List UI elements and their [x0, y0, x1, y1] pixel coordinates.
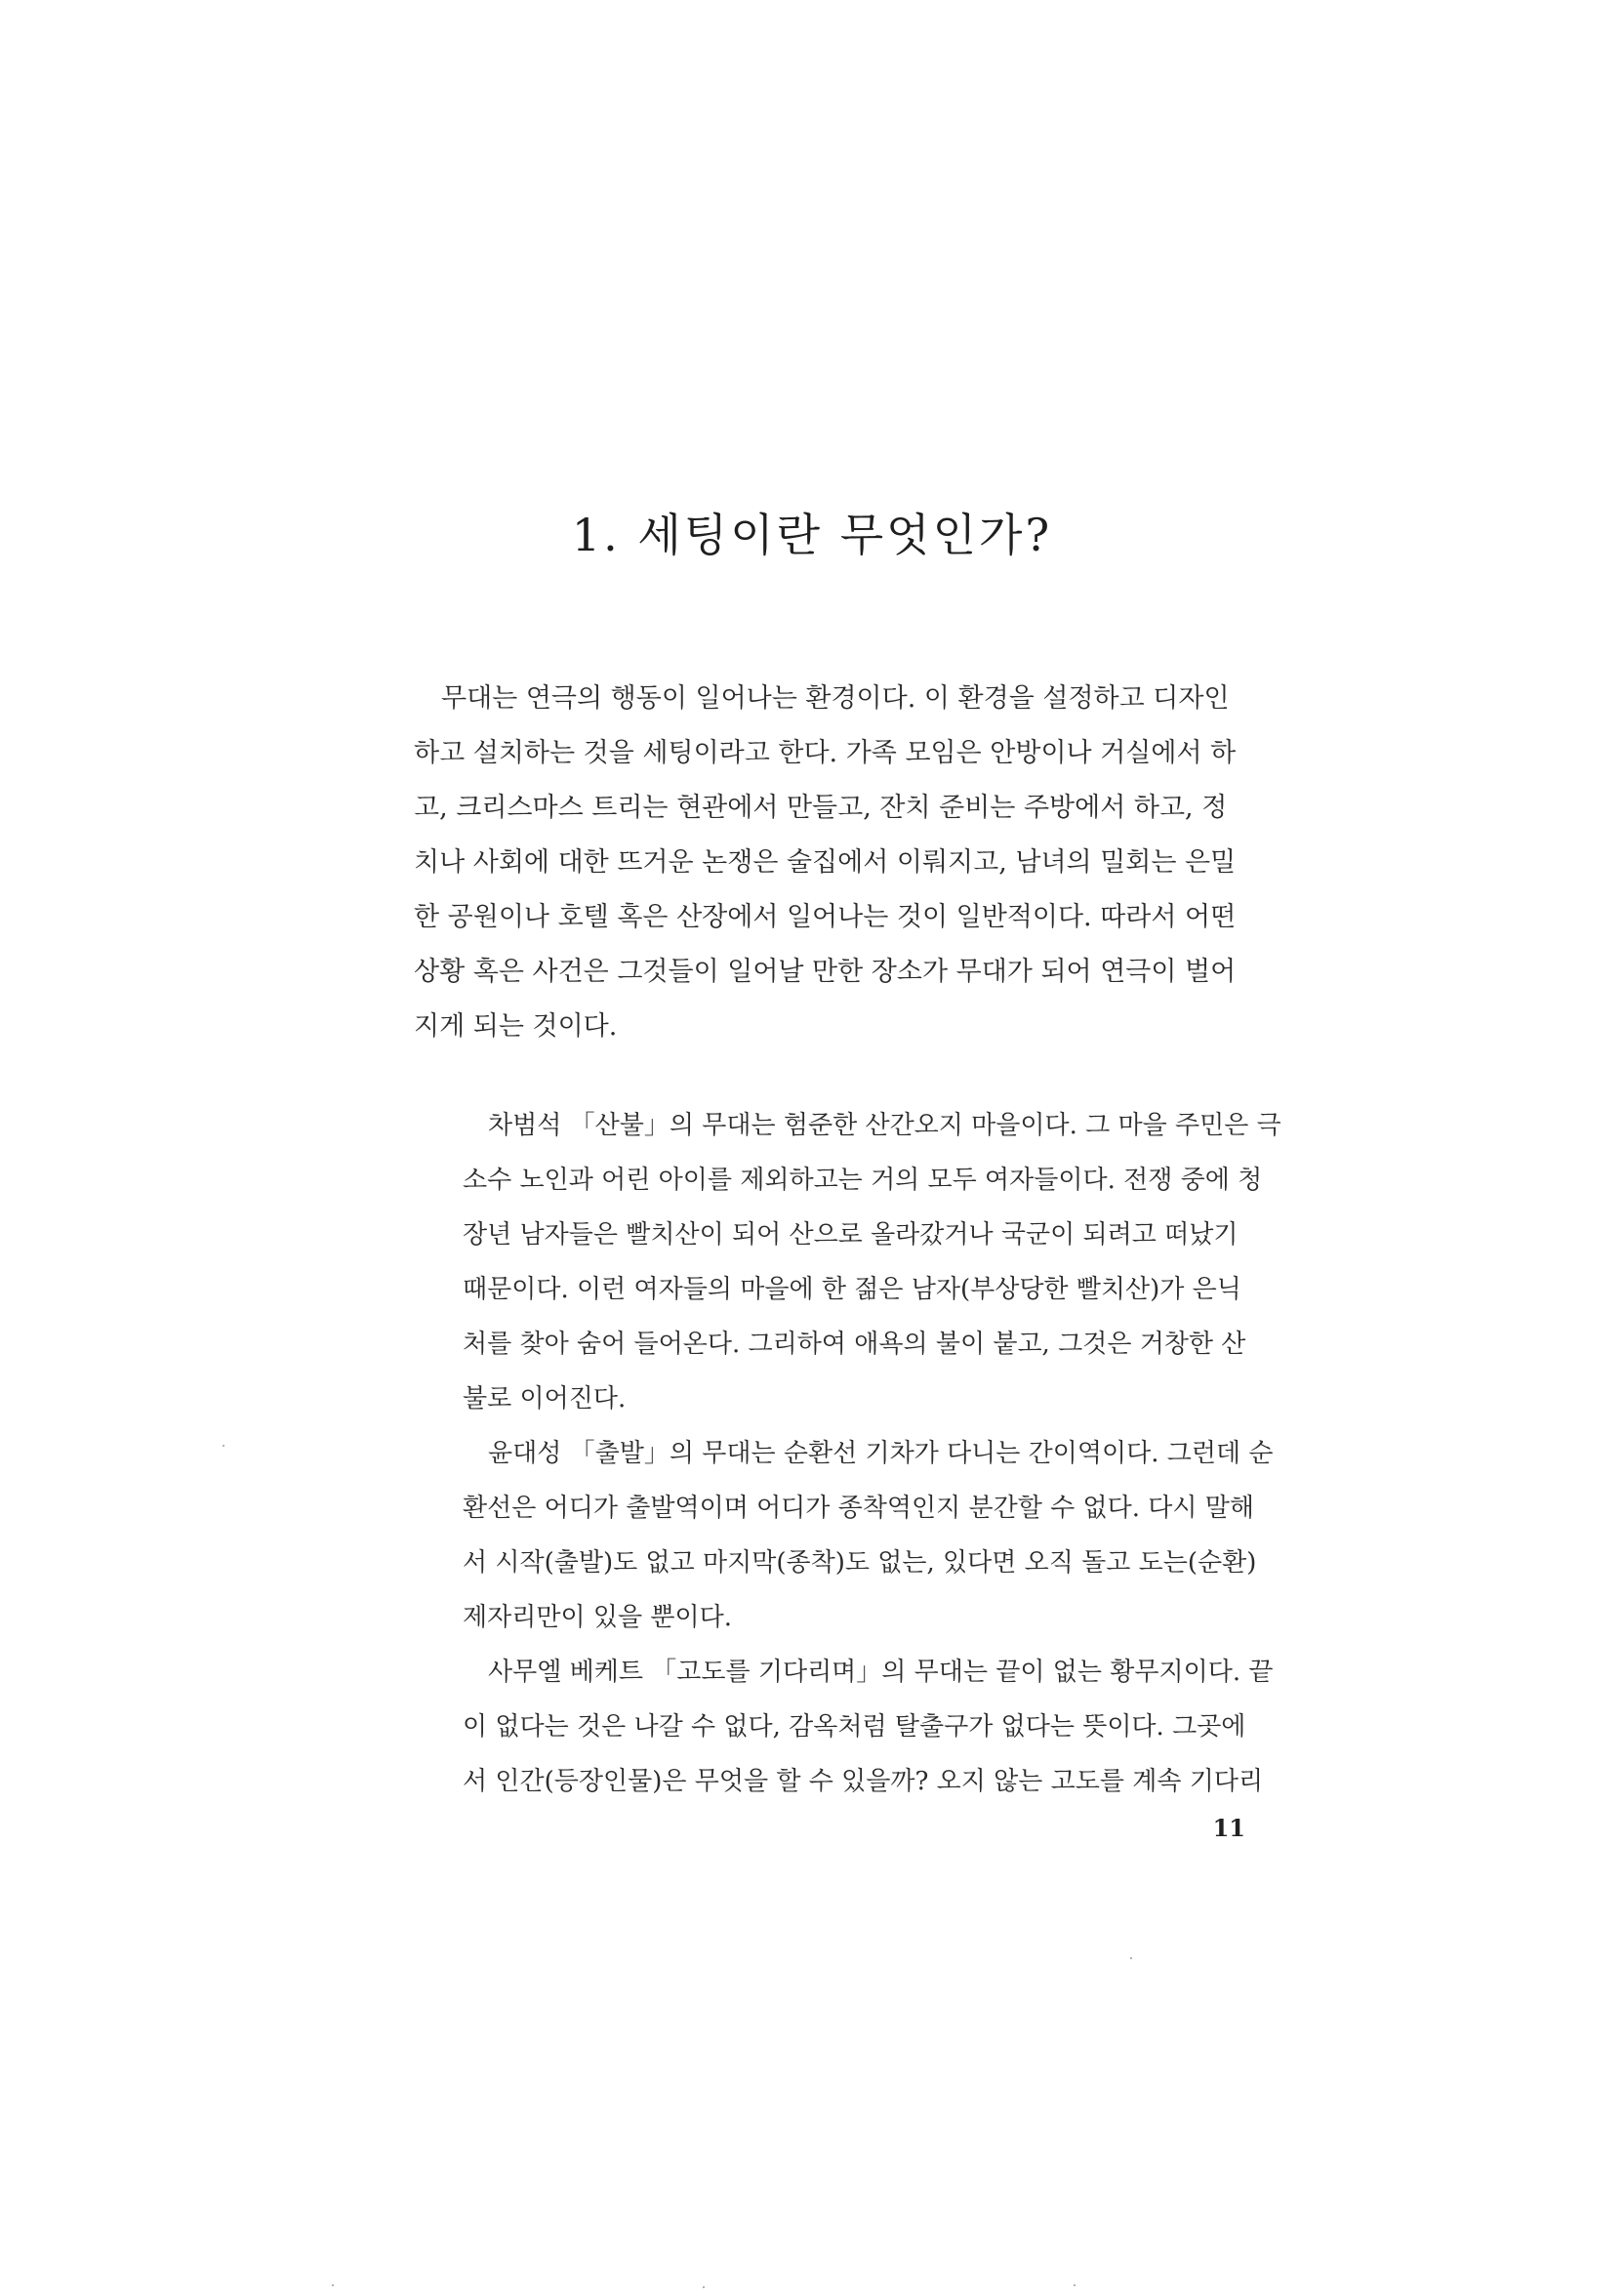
example-line: 소수 노인과 어린 아이를 제외하고는 거의 모두 여자들이다. 전쟁 중에 청 [463, 1166, 1263, 1195]
example-line: 윤대성 「출발」의 무대는 순환선 기차가 다니는 간이역이다. 그런데 순 [488, 1439, 1274, 1468]
scan-speck [223, 1445, 224, 1447]
example-line: 서 인간(등장인물)은 무엇을 할 수 있을까? 오지 않는 고도를 계속 기다리 [463, 1767, 1264, 1796]
intro-line: 상황 혹은 사건은 그것들이 일어날 만한 장소가 무대가 되어 연극이 벌어 [414, 957, 1237, 987]
example-line: 사무엘 베케트 「고도를 기다리며」의 무대는 끝이 없는 황무지이다. 끝 [488, 1658, 1274, 1687]
intro-line: 치나 사회에 대한 뜨거운 논쟁은 술집에서 이뤄지고, 남녀의 밀회는 은밀 [414, 847, 1237, 878]
example-line: 환선은 어디가 출발역이며 어디가 종착역인지 분간할 수 없다. 다시 말해 [463, 1494, 1255, 1523]
example-line: 때문이다. 이런 여자들의 마을에 한 젊은 남자(부상당한 빨치산)가 은닉 [463, 1275, 1241, 1304]
intro-line: 지게 되는 것이다. [414, 1011, 618, 1042]
scan-speck [1074, 2284, 1076, 2286]
example-block [463, 1098, 1281, 1809]
intro-paragraph [414, 672, 1243, 1054]
scan-speck [1130, 1957, 1132, 1959]
example-line: 서 시작(출발)도 없고 마지막(종착)도 없는, 있다면 오직 돌고 도는(순환) [463, 1548, 1257, 1578]
example-line: 이 없다는 것은 나갈 수 없다, 감옥처럼 탈출구가 없다는 뜻이다. 그곳에 [463, 1712, 1246, 1742]
example-line: 불로 이어진다. [463, 1384, 627, 1414]
scan-speck [332, 2284, 334, 2286]
scan-speck [703, 2286, 705, 2288]
intro-line: 고, 크리스마스 트리는 현관에서 만들고, 잔치 준비는 주방에서 하고, 정 [414, 793, 1228, 823]
example-line: 처를 찾아 숨어 들어온다. 그리하여 애욕의 불이 붙고, 그것은 거창한 산 [463, 1330, 1246, 1359]
intro-line: 하고 설치하는 것을 세팅이라고 한다. 가족 모임은 안방이나 거실에서 하 [414, 738, 1237, 768]
example-line: 차범석 「산불」의 무대는 험준한 산간오지 마을이다. 그 마을 주민은 극 [488, 1111, 1281, 1140]
chapter-title: 1. 세팅이란 무엇인가? [571, 509, 1053, 561]
intro-line: 무대는 연극의 행동이 일어나는 환경이다. 이 환경을 설정하고 디자인 [441, 683, 1230, 714]
example-line: 장년 남자들은 빨치산이 되어 산으로 올라갔거나 국군이 되려고 떠났기 [463, 1220, 1238, 1250]
page-number: 11 [1212, 1814, 1245, 1842]
example-line: 제자리만이 있을 뿐이다. [463, 1603, 732, 1632]
intro-line: 한 공원이나 호텔 혹은 산장에서 일어나는 것이 일반적이다. 따라서 어떤 [414, 902, 1237, 932]
